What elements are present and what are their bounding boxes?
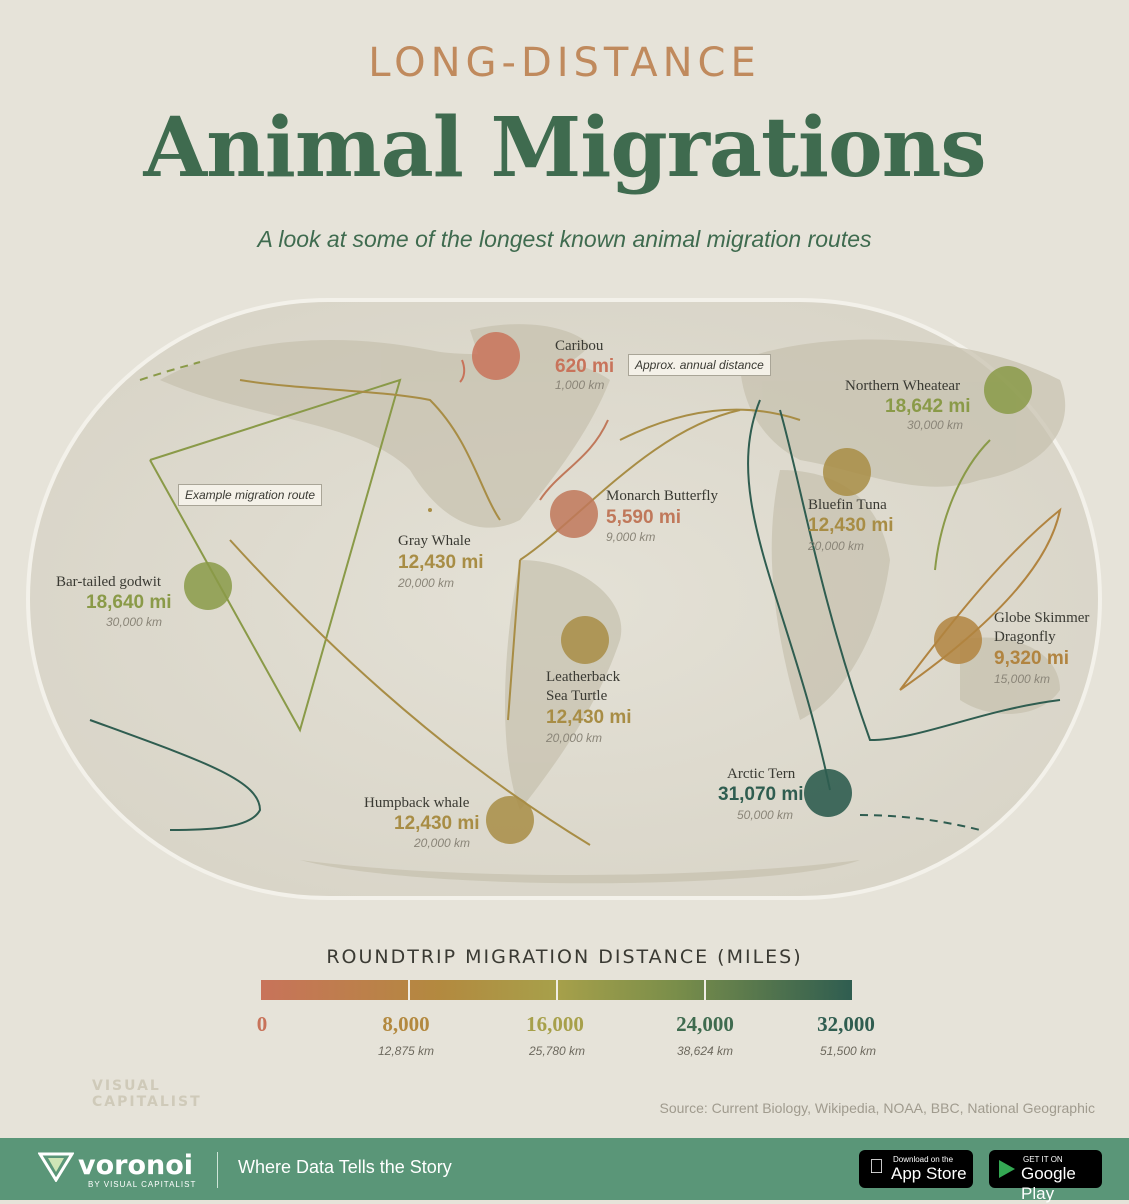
humpback-name: Humpback whale bbox=[364, 795, 470, 811]
apple-icon bbox=[869, 1156, 884, 1179]
legend-km-8000: 12,875 km bbox=[377, 1044, 435, 1058]
voronoi-logo-text[interactable]: voronoi bbox=[78, 1150, 194, 1181]
arctic-tern-name: Arctic Tern bbox=[727, 766, 796, 782]
legend-tick-24000: 24,000 bbox=[676, 1012, 734, 1036]
turtle-marker bbox=[561, 616, 609, 664]
by-visual-capitalist: BY VISUAL CAPITALIST bbox=[88, 1180, 197, 1189]
app-store-button[interactable] bbox=[859, 1150, 973, 1188]
arctic-tern-miles: 31,070 mi bbox=[718, 784, 804, 805]
legend-km-24000: 38,624 km bbox=[676, 1044, 734, 1058]
google-play-big-text: Google Play bbox=[1021, 1164, 1076, 1203]
legend-tick-8000: 8,000 bbox=[382, 1012, 430, 1036]
gray-whale-name: Gray Whale bbox=[398, 533, 471, 549]
legend-tick-16000: 16,000 bbox=[526, 1012, 584, 1036]
gray-whale-miles: 12,430 mi bbox=[398, 552, 484, 573]
monarch-name: Monarch Butterfly bbox=[606, 488, 719, 504]
caribou-name: Caribou bbox=[555, 338, 604, 354]
bluefin-name: Bluefin Tuna bbox=[808, 497, 887, 513]
wheatear-name: Northern Wheatear bbox=[845, 378, 961, 394]
dragonfly-name-2: Dragonfly bbox=[994, 629, 1056, 645]
turtle-km: 20,000 km bbox=[546, 731, 603, 745]
legend-tick-32000: 32,000 bbox=[817, 1012, 875, 1036]
subtitle: A look at some of the longest known animal migration routes bbox=[257, 226, 872, 252]
godwit-km: 30,000 km bbox=[106, 615, 163, 629]
voronoi-logo-icon bbox=[38, 1150, 74, 1182]
annual-distance-callout: Approx. annual distance bbox=[628, 354, 771, 376]
dragonfly-marker bbox=[934, 616, 982, 664]
legend-divider bbox=[704, 980, 706, 1000]
legend-tick-0: 0 bbox=[256, 1012, 268, 1036]
example-route-callout: Example migration route bbox=[178, 484, 322, 506]
caribou-miles: 620 mi bbox=[555, 356, 615, 377]
legend-gradient-bar bbox=[261, 980, 852, 1000]
legend-title: ROUNDTRIP MIGRATION DISTANCE (MILES) bbox=[326, 946, 803, 968]
brand-line-2: CAPITALIST bbox=[92, 1094, 202, 1110]
google-play-button[interactable] bbox=[989, 1150, 1102, 1203]
google-play-small-text: GET IT ON bbox=[1023, 1155, 1063, 1164]
caribou-km: 1,000 km bbox=[555, 378, 605, 392]
legend-divider bbox=[556, 980, 558, 1000]
dragonfly-name-1: Globe Skimmer bbox=[994, 610, 1090, 626]
arctic-tern-km: 50,000 km bbox=[737, 808, 794, 822]
footer-tagline: Where Data Tells the Story bbox=[238, 1157, 452, 1177]
footer-divider bbox=[217, 1152, 218, 1188]
legend-km-16000: 25,780 km bbox=[528, 1044, 586, 1058]
turtle-miles: 12,430 mi bbox=[546, 707, 632, 728]
source-note: Source: Current Biology, Wikipedia, NOAA, BBC, National Geographic bbox=[659, 1100, 1095, 1116]
monarch-miles: 5,590 mi bbox=[606, 507, 681, 528]
wheatear-km: 30,000 km bbox=[907, 418, 964, 432]
title-top: LONG-DISTANCE bbox=[368, 40, 761, 86]
dragonfly-miles: 9,320 mi bbox=[994, 648, 1069, 669]
app-store-small-text: Download on the bbox=[893, 1155, 954, 1164]
brand-line-1: VISUAL bbox=[92, 1078, 161, 1094]
app-store-big-text: App Store bbox=[891, 1164, 967, 1183]
godwit-name: Bar-tailed godwit bbox=[56, 574, 162, 590]
godwit-miles: 18,640 mi bbox=[86, 592, 172, 613]
wheatear-miles: 18,642 mi bbox=[885, 396, 971, 417]
gray-whale-km: 20,000 km bbox=[398, 576, 455, 590]
turtle-name-1: Leatherback bbox=[546, 669, 621, 685]
humpback-miles: 12,430 mi bbox=[394, 813, 480, 834]
monarch-marker bbox=[550, 490, 598, 538]
visual-capitalist-logo bbox=[30, 1078, 202, 1110]
arctic-tern-marker bbox=[804, 769, 852, 817]
bluefin-km: 20,000 km bbox=[808, 539, 865, 553]
caribou-marker bbox=[472, 332, 520, 380]
humpback-km: 20,000 km bbox=[414, 836, 471, 850]
bluefin-marker bbox=[823, 448, 871, 496]
monarch-km: 9,000 km bbox=[606, 530, 656, 544]
legend-divider bbox=[408, 980, 410, 1000]
gray-whale-marker bbox=[428, 508, 432, 512]
godwit-marker bbox=[184, 562, 232, 610]
google-play-icon bbox=[997, 1159, 1017, 1179]
bluefin-miles: 12,430 mi bbox=[808, 515, 894, 536]
wheatear-marker bbox=[984, 366, 1032, 414]
dragonfly-km: 15,000 km bbox=[994, 672, 1051, 686]
page-title: Animal Migrations bbox=[143, 100, 986, 196]
legend-km-32000: 51,500 km bbox=[819, 1044, 877, 1058]
humpback-marker bbox=[486, 796, 534, 844]
turtle-name-2: Sea Turtle bbox=[546, 688, 608, 704]
